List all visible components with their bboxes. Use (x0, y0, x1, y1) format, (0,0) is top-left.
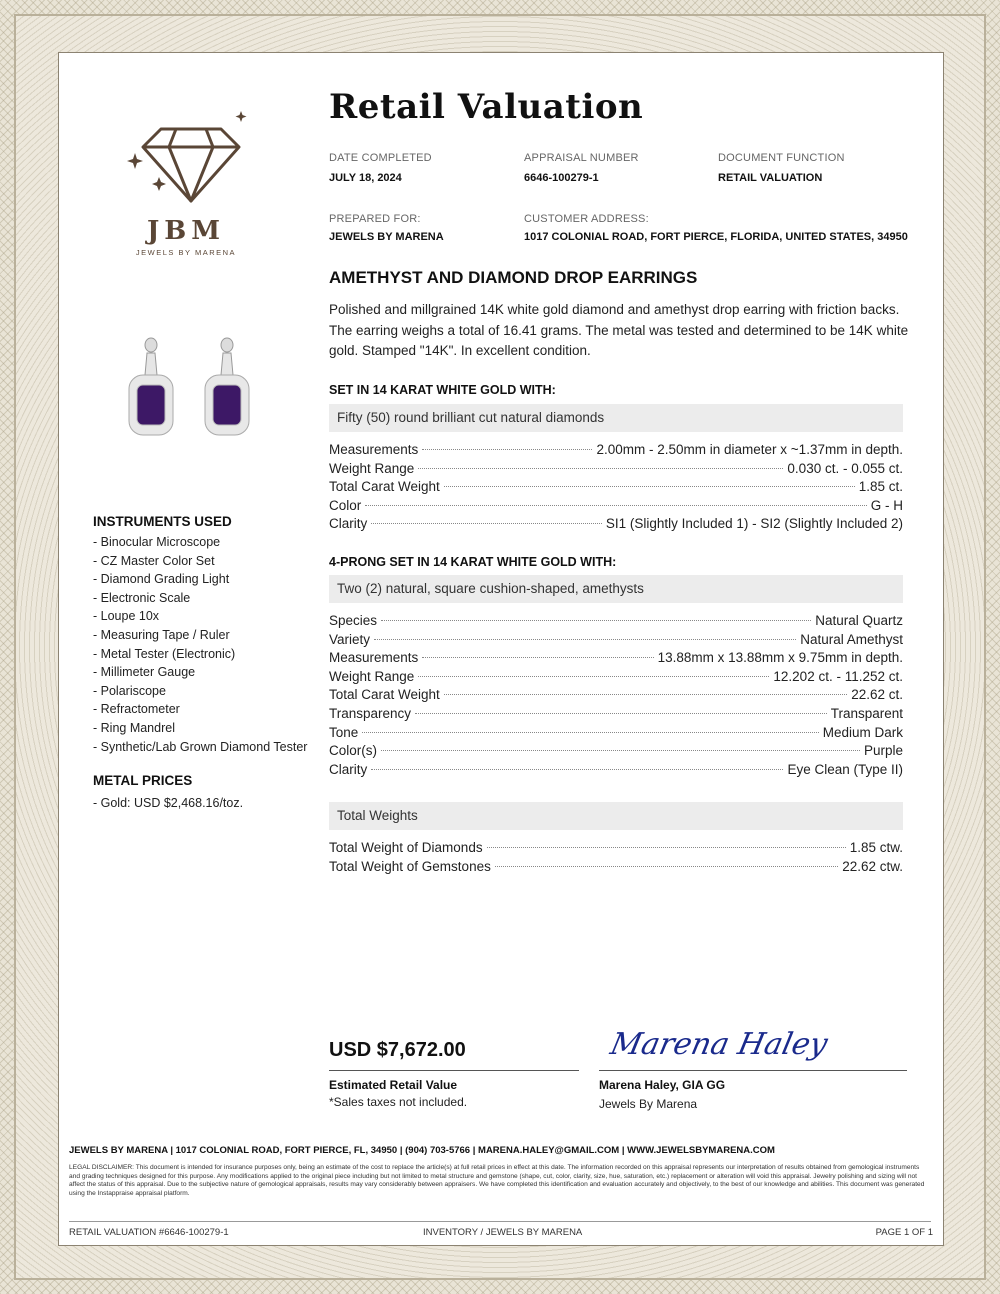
list-item: - CZ Master Color Set (93, 553, 215, 568)
spec-value: Purple (863, 743, 903, 759)
spec-value: 12.202 ct. - 11.252 ct. (773, 668, 903, 684)
amethyst-right (213, 385, 241, 425)
footer-left: RETAIL VALUATION #6646-100279-1 (69, 1227, 229, 1238)
total-value: 22.62 ctw. (842, 858, 903, 874)
spec-value: Eye Clean (Type II) (787, 761, 903, 777)
section2-bar: Two (2) natural, square cushion-shaped, amethysts (329, 575, 903, 603)
meta-document-function (718, 152, 845, 184)
customer-address (524, 213, 908, 243)
spec-label: Species (329, 613, 378, 628)
diamond-logo-icon (121, 109, 251, 209)
leader-dots (418, 468, 783, 469)
spec-row (329, 724, 903, 743)
spec-label: Weight Range (329, 668, 415, 684)
appraisal-number-label: APPRAISAL NUMBER (524, 152, 639, 164)
list-item: - Refractometer (93, 702, 180, 717)
date-label: DATE COMPLETED (329, 152, 432, 164)
total-value: 1.85 ctw. (849, 840, 903, 855)
brand-logo (121, 109, 251, 257)
spec-row (329, 631, 903, 650)
spec-value: 22.62 ct. (851, 687, 903, 703)
spec-label: Measurements (329, 650, 419, 666)
item-description: Polished and millgrained 14K white gold diamond and amethyst drop earring with friction backs. The earring weighs a total of 16.41 grams. The metal was tested and determined to be 14K white gold. Stamped "14K". In excellent condition. (329, 302, 909, 358)
spec-row (329, 649, 903, 668)
spec-label: Clarity (329, 761, 368, 777)
list-item: - Electronic Scale (93, 590, 191, 605)
prepared-for (329, 213, 444, 243)
appraiser-company: Jewels By Marena (599, 1097, 698, 1111)
spec-label: Clarity (329, 516, 368, 532)
appraisal-number-value: 6646-100279-1 (524, 172, 599, 184)
leader-dots (444, 486, 855, 487)
spec-row (329, 761, 903, 780)
footer-divider (69, 1221, 931, 1222)
spec-value: Natural Amethyst (800, 631, 903, 647)
spec-row (329, 515, 903, 534)
spec-row (329, 612, 903, 631)
section1-bar: Fifty (50) round brilliant cut natural diamonds (329, 404, 903, 432)
leader-dots (487, 847, 846, 848)
spec-value: Natural Quartz (815, 613, 903, 628)
customer-address-value: 1017 COLONIAL ROAD, FORT PIERCE, FLORIDA, UNITED STATES, 34950 (524, 231, 908, 243)
spec-row (329, 497, 903, 516)
section2-heading: 4-PRONG SET IN 14 KARAT WHITE GOLD WITH: (329, 555, 617, 569)
leader-dots (371, 769, 783, 770)
section2-rows (329, 612, 903, 779)
spec-label: Color(s) (329, 743, 378, 759)
total-label: Total Weight of Gemstones (329, 858, 491, 874)
customer-address-label: CUSTOMER ADDRESS: (524, 213, 649, 225)
signature-divider (599, 1070, 907, 1071)
spec-value: 0.030 ct. - 0.055 ct. (787, 460, 903, 476)
date-value: JULY 18, 2024 (329, 172, 402, 184)
spec-label: Variety (329, 631, 371, 647)
spec-row (329, 668, 903, 687)
appraiser-name: Marena Haley, GIA GG (599, 1078, 726, 1092)
leader-dots (422, 449, 592, 450)
page-title: Retail Valuation (329, 87, 644, 127)
spec-value: 2.00mm - 2.50mm in diameter x ~1.37mm in depth. (596, 442, 903, 457)
total-row (329, 858, 903, 877)
list-item: - Metal Tester (Electronic) (93, 646, 236, 661)
list-item: - Millimeter Gauge (93, 665, 196, 680)
leader-dots (365, 505, 866, 506)
spec-row (329, 478, 903, 497)
estimated-price: USD $7,672.00 (329, 1039, 466, 1061)
footer-page-number: PAGE 1 OF 1 (875, 1227, 933, 1238)
legal-disclaimer: LEGAL DISCLAIMER: This document is intended for insurance purposes only, being an estimate of the cost to replace the article(s) at full retail prices in effect at this date. The information recorded on this appraisal represents our interpretation of results obtained from gemological instruments and grading techniques designed for this purpose. Any modifications applied to the original piece including but not limited to metal structure and gemstone (shape, cut, color, clarity, size, hue, saturation, etc.) replacement or alteration will void this appraisal. Jewelry polishing and sizing will not affect the status of this appraisal. Due to the subjective nature of gemological appraisals, results may vary considerably between appraisers. We have completed this identification and evaluation accurately and objectively, to the best of our knowledge and abilities. This document was generated using the Instappraise appraisal platform. (69, 1164, 925, 1197)
leader-dots (415, 713, 827, 714)
spec-row (329, 742, 903, 761)
spec-value: 1.85 ct. (858, 479, 903, 495)
price-note: *Sales taxes not included. (329, 1095, 468, 1109)
leader-dots (422, 657, 653, 658)
spec-row (329, 705, 903, 724)
logo-subtext: JEWELS BY MARENA (135, 248, 237, 257)
list-item: - Synthetic/Lab Grown Diamond Tester (93, 739, 308, 754)
item-name: AMETHYST AND DIAMOND DROP EARRINGS (329, 268, 698, 287)
leader-dots (418, 676, 769, 677)
leader-dots (371, 523, 602, 524)
list-item: - Ring Mandrel (93, 720, 175, 735)
spec-value: G - H (870, 497, 903, 513)
list-item: - Polariscope (93, 683, 166, 698)
section1-heading: SET IN 14 KARAT WHITE GOLD WITH: (329, 383, 556, 397)
signature: Marena Haley (607, 1027, 831, 1062)
leader-dots (495, 866, 838, 867)
logo-text: JBM (146, 216, 226, 246)
list-item: - Measuring Tape / Ruler (93, 627, 230, 642)
list-item: - Binocular Microscope (93, 535, 221, 549)
totals-bar: Total Weights (329, 802, 903, 830)
leader-dots (362, 732, 818, 733)
prepared-for-value: JEWELS BY MARENA (329, 231, 444, 243)
section1-rows (329, 441, 903, 534)
spec-label: Total Carat Weight (329, 687, 440, 703)
spec-label: Transparency (329, 705, 412, 721)
total-label: Total Weight of Diamonds (329, 840, 483, 855)
document-function-label: DOCUMENT FUNCTION (718, 152, 845, 164)
prepared-for-label: PREPARED FOR: (329, 213, 421, 225)
spec-row (329, 460, 903, 479)
spec-label: Total Carat Weight (329, 479, 440, 495)
earring-image-icon (119, 333, 259, 443)
leader-dots (374, 639, 796, 640)
footer-center: INVENTORY / JEWELS BY MARENA (423, 1227, 583, 1238)
spec-label: Weight Range (329, 460, 415, 476)
price-divider (329, 1070, 579, 1071)
metal-price-item: - Gold: USD $2,468.16/toz. (93, 796, 244, 810)
spec-row (329, 441, 903, 460)
meta-appraisal-number (524, 152, 639, 184)
appraisal-page (58, 52, 944, 1246)
spec-value: Transparent (830, 705, 903, 721)
spec-value: Medium Dark (822, 724, 903, 740)
spec-row (329, 686, 903, 705)
totals-rows (329, 839, 903, 876)
leader-dots (381, 620, 811, 621)
spec-label: Color (329, 497, 362, 513)
price-label: Estimated Retail Value (329, 1078, 458, 1092)
amethyst-left (137, 385, 165, 425)
instruments-heading: INSTRUMENTS USED (93, 514, 232, 529)
metal-prices-heading: METAL PRICES (93, 773, 193, 788)
spec-label: Measurements (329, 442, 419, 457)
spec-value: 13.88mm x 13.88mm x 9.75mm in depth. (657, 650, 903, 666)
footer-contact: JEWELS BY MARENA | 1017 COLONIAL ROAD, FORT PIERCE, FL, 34950 | (904) 703-5766 | MARENA.HALEY@GMAIL.COM | WWW.JEWELSBYMARENA.COM (69, 1145, 775, 1156)
leader-dots (444, 694, 847, 695)
meta-date (329, 152, 432, 184)
document-function-value: RETAIL VALUATION (718, 172, 823, 184)
list-item: - Loupe 10x (93, 609, 160, 624)
total-row (329, 839, 903, 858)
instruments-list (93, 533, 307, 756)
spec-value: SI1 (Slightly Included 1) - SI2 (Slightly Included 2) (605, 516, 903, 532)
spec-label: Tone (329, 724, 359, 740)
leader-dots (381, 750, 860, 751)
earrings-photo (119, 333, 259, 443)
list-item: - Diamond Grading Light (93, 572, 230, 587)
